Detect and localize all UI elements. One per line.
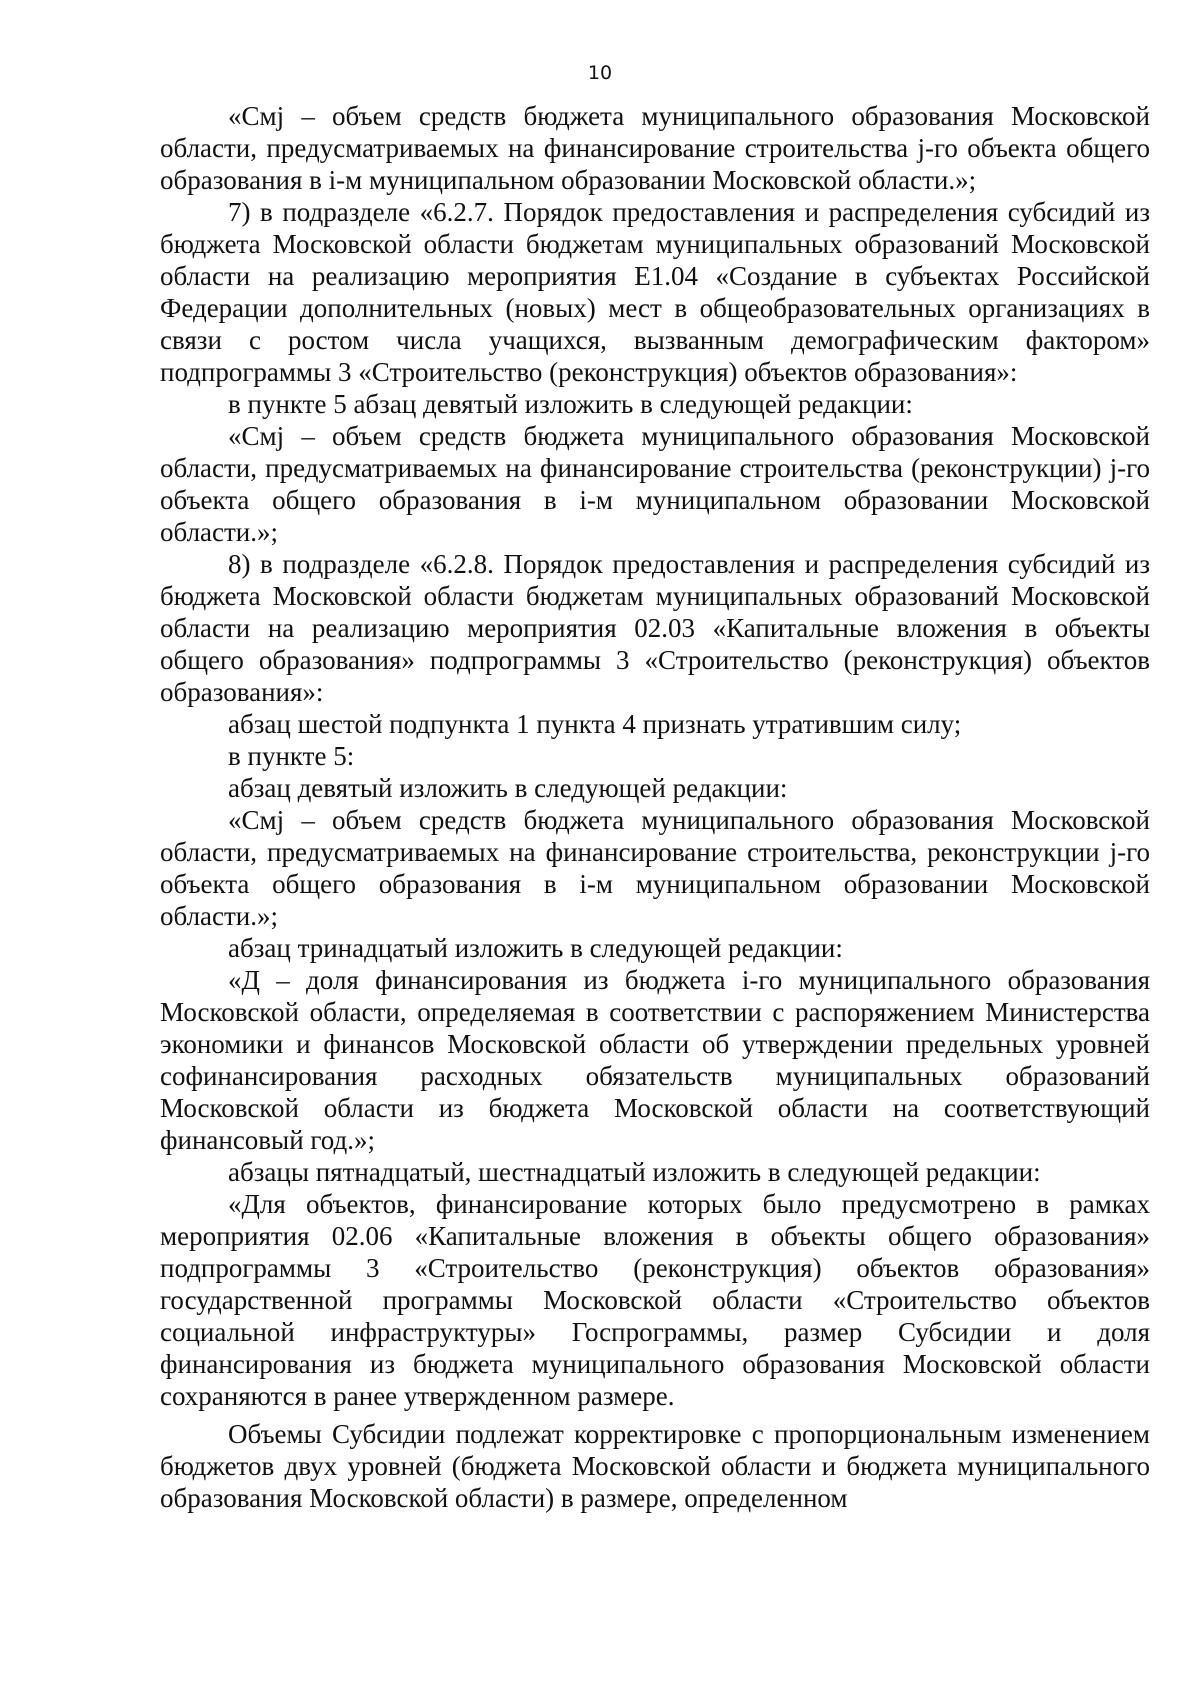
paragraph-point-5-instruction: в пункте 5 абзац девятый изложить в следующей редакции: xyxy=(228,389,913,419)
paragraph-objects-financing: «Для объектов, финансирование которых было предусмотрено в рамках мероприятия 02.06 «Капитальные вложения в объекты общего образования» подпрограммы 3 «Строительство (реконструкция) объектов образования» государственной программы Московской области «Строительство объектов социальной инфраструктуры» Госпрограммы, размер Субсидии и доля финансирования из бюджета муниципального образования Московской области сохраняются в ранее утвержденном размере. xyxy=(160,1189,1150,1411)
paragraph-subsidy-volumes: Объемы Субсидии подлежат корректировке с пропорциональным изменением бюджетов двух уровней (бюджета Московской области и бюджета муниципального образования Московской области) в размере, определенном xyxy=(160,1419,1150,1513)
paragraph-thirteenth-instruction: абзац тринадцатый изложить в следующей редакции: xyxy=(228,933,843,963)
paragraph-fifteenth-sixteenth-instruction: абзацы пятнадцатый, шестнадцатый изложить в следующей редакции: xyxy=(228,1157,1041,1187)
paragraph-smj-definition-3: «Смj – объем средств бюджета муниципального образования Московской области, предусматриваемых на финансирование строительства, реконструкции j-го объекта общего образования в i-м муниципальном образовании Московской области.»; xyxy=(160,805,1150,931)
paragraph-subpoint-repeal: абзац шестой подпункта 1 пункта 4 признать утратившим силу; xyxy=(228,709,962,739)
paragraph-ninth-instruction: абзац девятый изложить в следующей редакции: xyxy=(228,773,788,803)
paragraph-item-7: 7) в подразделе «6.2.7. Порядок предоставления и распределения субсидий из бюджета Московской области бюджетам муниципальных образований Московской области на реализацию мероприятия Е1.04 «Создание в субъектах Российской Федерации дополнительных (новых) мест в общеобразовательных организациях в связи с ростом числа учащихся, вызванным демографическим фактором» подпрограммы 3 «Строительство (реконструкция) объектов образования»: xyxy=(160,197,1150,387)
paragraph-d-definition: «Д – доля финансирования из бюджета i-го муниципального образования Московской области, определяемая в соответствии с распоряжением Министерства экономики и финансов Московской области об утверждении предельных уровней софинансирования расходных обязательств муниципальных образований Московской области из бюджета Московской области на соответствующий финансовый год.»; xyxy=(160,965,1150,1155)
document-body xyxy=(160,100,1150,1514)
page-number: 10 xyxy=(587,62,613,84)
paragraph-item-8: 8) в подразделе «6.2.8. Порядок предоставления и распределения субсидий из бюджета Московской области бюджетам муниципальных образований Московской области на реализацию мероприятия 02.03 «Капитальные вложения в объекты общего образования» подпрограммы 3 «Строительство (реконструкция) объектов образования»: xyxy=(160,549,1150,707)
paragraph-smj-definition-1: «Смj – объем средств бюджета муниципального образования Московской области, предусматриваемых на финансирование строительства j-го объекта общего образования в i-м муниципальном образовании Московской области.»; xyxy=(160,101,1150,195)
paragraph-smj-definition-2: «Смj – объем средств бюджета муниципального образования Московской области, предусматриваемых на финансирование строительства (реконструкции) j-го объекта общего образования в i-м муниципальном образовании Московской области.»; xyxy=(160,421,1150,547)
paragraph-point-5: в пункте 5: xyxy=(228,741,355,771)
